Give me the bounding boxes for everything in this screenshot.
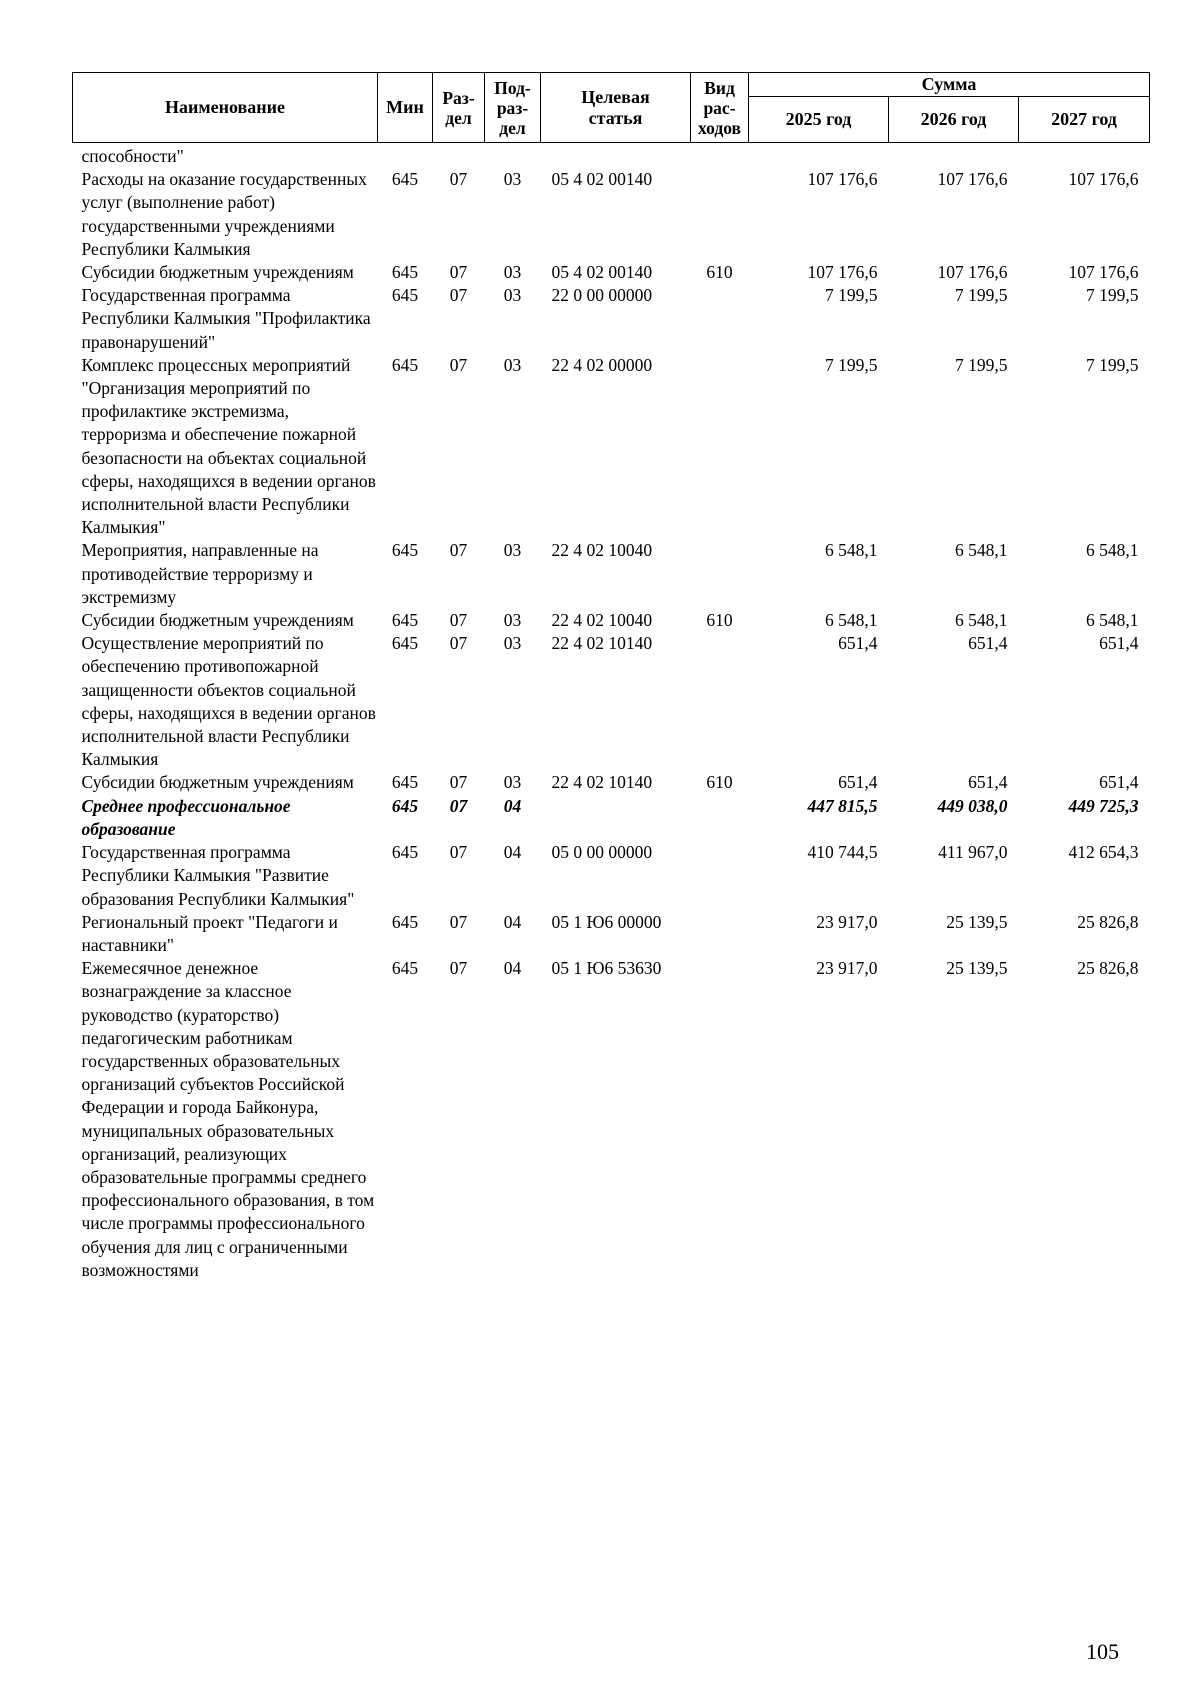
cell-target: 05 1 Ю6 53630 xyxy=(551,958,662,979)
table-row xyxy=(73,771,1150,794)
cell-razdel: 07 xyxy=(449,262,468,283)
cell-min: 645 xyxy=(391,842,419,863)
cell-sum-2026: 411 967,0 xyxy=(938,842,1008,863)
cell-min: 645 xyxy=(391,958,419,979)
header-year-2025: 2025 год xyxy=(749,97,889,143)
cell-vid xyxy=(691,911,749,957)
cell-razdel: 07 xyxy=(449,842,468,863)
cell-sum-2027: 25 826,8 xyxy=(1077,911,1139,932)
cell-name: Ежемесячное денежное вознаграждение за классное руководство (кураторство) педагогическим работникам государственных образовательных организаций субъектов Российской Федерации и города Байконура, муниципальных образовательных организаций, реализующих образовательные программы среднего профессионального образования, в том числе программы профессионального обучения для лиц с ограниченными возможностями xyxy=(81,958,375,1280)
cell-sum-2025: 23 917,0 xyxy=(816,958,878,979)
table-row xyxy=(73,284,1150,354)
cell-podrazdel: 04 xyxy=(503,795,522,816)
cell-min: 645 xyxy=(391,610,419,631)
table-row xyxy=(73,168,1150,261)
cell-razdel: 07 xyxy=(449,911,468,932)
cell-vid xyxy=(691,143,749,169)
cell-sum-2027: 107 176,6 xyxy=(1068,262,1139,283)
cell-razdel: 07 xyxy=(449,169,468,190)
cell-sum-2025: 651,4 xyxy=(838,633,878,654)
cell-sum-2026: 7 199,5 xyxy=(955,285,1008,306)
cell-sum-2027 xyxy=(1019,143,1150,169)
cell-razdel: 07 xyxy=(449,772,468,793)
cell-sum-2026: 651,4 xyxy=(968,772,1008,793)
cell-min: 645 xyxy=(391,633,419,654)
cell-sum-2025: 107 176,6 xyxy=(807,169,878,190)
cell-target: 05 4 02 00140 xyxy=(551,262,653,283)
cell-sum-2025: 7 199,5 xyxy=(825,285,878,306)
table-row xyxy=(73,957,1150,1282)
cell-podrazdel: 03 xyxy=(503,169,522,190)
header-razdel: Раз- дел xyxy=(433,73,485,143)
cell-podrazdel: 03 xyxy=(503,772,522,793)
cell-target: 22 4 02 10140 xyxy=(551,772,653,793)
cell-podrazdel: 03 xyxy=(503,540,522,561)
cell-sum-2026: 7 199,5 xyxy=(955,354,1008,375)
cell-min: 645 xyxy=(391,772,419,793)
table-body xyxy=(73,143,1150,1282)
header-summa: Сумма xyxy=(749,73,1150,97)
cell-target: 22 0 00 00000 xyxy=(551,285,653,306)
cell-sum-2026 xyxy=(889,143,1019,169)
cell-sum-2025: 107 176,6 xyxy=(807,262,878,283)
cell-sum-2026: 25 139,5 xyxy=(946,911,1008,932)
cell-razdel: 07 xyxy=(449,958,468,979)
cell-vid: 610 xyxy=(706,262,733,283)
cell-name: Региональный проект "Педагоги и наставники" xyxy=(81,911,338,955)
cell-sum-2027: 25 826,8 xyxy=(1077,958,1139,979)
table-row xyxy=(73,609,1150,632)
cell-sum-2025: 6 548,1 xyxy=(825,540,878,561)
cell-min: 645 xyxy=(391,911,419,932)
cell-sum-2026: 6 548,1 xyxy=(955,540,1008,561)
cell-name: Мероприятия, направленные на противодействие терроризму и экстремизму xyxy=(81,540,319,607)
cell-target: 22 4 02 00000 xyxy=(551,354,653,375)
cell-target: 22 4 02 10140 xyxy=(551,633,653,654)
cell-name: Субсидии бюджетным учреждениям xyxy=(81,262,354,283)
cell-sum-2026: 25 139,5 xyxy=(946,958,1008,979)
cell-min: 645 xyxy=(391,285,419,306)
cell-name: Среднее профессиональное образование xyxy=(81,795,291,839)
cell-vid xyxy=(691,957,749,1282)
cell-sum-2027: 651,4 xyxy=(1099,772,1139,793)
cell-target: 05 0 00 00000 xyxy=(551,842,653,863)
cell-min: 645 xyxy=(391,540,419,561)
cell-sum-2026: 107 176,6 xyxy=(937,169,1008,190)
cell-vid xyxy=(691,354,749,540)
table-row xyxy=(73,354,1150,540)
cell-podrazdel: 03 xyxy=(503,262,522,283)
cell-podrazdel: 04 xyxy=(503,911,522,932)
cell-sum-2026: 449 038,0 xyxy=(937,795,1008,816)
budget-table xyxy=(72,72,1150,1282)
cell-podrazdel: 04 xyxy=(503,842,522,863)
cell-min: 645 xyxy=(391,169,419,190)
cell-sum-2027: 7 199,5 xyxy=(1086,285,1139,306)
cell-podrazdel: 03 xyxy=(503,285,522,306)
header-vid: Вид рас- ходов xyxy=(691,73,749,143)
cell-sum-2027: 107 176,6 xyxy=(1068,169,1139,190)
cell-sum-2027: 7 199,5 xyxy=(1086,354,1139,375)
header-podrazdel: Под- раз- дел xyxy=(485,73,541,143)
cell-name: Субсидии бюджетным учреждениям xyxy=(81,772,354,793)
table-row xyxy=(73,841,1150,911)
cell-vid xyxy=(691,284,749,354)
cell-sum-2025 xyxy=(749,143,889,169)
cell-target xyxy=(541,143,691,169)
cell-sum-2025: 447 815,5 xyxy=(807,795,878,816)
cell-target: 22 4 02 10040 xyxy=(551,540,653,561)
cell-name: Комплекс процессных мероприятий "Организация мероприятий по профилактике экстремизма, терроризма и обеспечение пожарной безопасности на объектах социальной сферы, находящихся в ведении органов исполнительной власти Республики Калмыкия" xyxy=(81,354,376,538)
cell-vid: 610 xyxy=(706,772,733,793)
header-year-2027: 2027 год xyxy=(1019,97,1150,143)
table-row xyxy=(73,632,1150,771)
cell-sum-2027: 412 654,3 xyxy=(1068,842,1139,863)
cell-razdel xyxy=(433,143,485,169)
cell-vid xyxy=(691,795,749,841)
cell-min xyxy=(378,143,433,169)
table-row xyxy=(73,911,1150,957)
cell-target: 22 4 02 10040 xyxy=(551,610,653,631)
cell-name: способности" xyxy=(81,146,184,166)
cell-razdel: 07 xyxy=(449,610,468,631)
cell-name: Государственная программа Республики Калмыкия "Развитие образования Республики Калмыкия" xyxy=(81,842,355,909)
cell-sum-2027: 651,4 xyxy=(1099,633,1139,654)
cell-sum-2025: 651,4 xyxy=(838,772,878,793)
cell-podrazdel: 03 xyxy=(503,354,522,375)
cell-sum-2026: 107 176,6 xyxy=(937,262,1008,283)
cell-podrazdel: 04 xyxy=(503,958,522,979)
cell-razdel: 07 xyxy=(449,540,468,561)
cell-podrazdel xyxy=(485,143,541,169)
cell-razdel: 07 xyxy=(449,354,468,375)
cell-min: 645 xyxy=(391,795,419,816)
cell-vid xyxy=(691,168,749,261)
cell-sum-2027: 449 725,3 xyxy=(1068,795,1139,816)
cell-min: 645 xyxy=(391,262,419,283)
cell-name: Субсидии бюджетным учреждениям xyxy=(81,610,354,631)
table-row xyxy=(73,539,1150,609)
cell-sum-2025: 7 199,5 xyxy=(825,354,878,375)
cell-target: 05 4 02 00140 xyxy=(551,169,653,190)
cell-podrazdel: 03 xyxy=(503,610,522,631)
cell-sum-2026: 6 548,1 xyxy=(955,610,1008,631)
cell-sum-2025: 410 744,5 xyxy=(807,842,878,863)
cell-razdel: 07 xyxy=(449,795,468,816)
cell-sum-2025: 6 548,1 xyxy=(825,610,878,631)
cell-sum-2027: 6 548,1 xyxy=(1086,540,1139,561)
cell-vid xyxy=(691,632,749,771)
header-name: Наименование xyxy=(73,73,378,143)
cell-min: 645 xyxy=(391,354,419,375)
cell-sum-2026: 651,4 xyxy=(968,633,1008,654)
cell-sum-2027: 6 548,1 xyxy=(1086,610,1139,631)
cell-target: 05 1 Ю6 00000 xyxy=(551,911,662,932)
page-number: 105 xyxy=(1086,1639,1119,1664)
table-row xyxy=(73,795,1150,841)
cell-name: Расходы на оказание государственных услуг (выполнение работ) государственными учреждениями Республики Калмыкия xyxy=(81,169,367,259)
cell-vid: 610 xyxy=(706,610,733,631)
cell-razdel: 07 xyxy=(449,285,468,306)
cell-vid xyxy=(691,841,749,911)
cell-name: Осуществление мероприятий по обеспечению противопожарной защищенности объектов социальной сферы, находящихся в ведении органов исполнительной власти Республики Калмыкия xyxy=(81,633,376,770)
cell-name: Государственная программа Республики Калмыкия "Профилактика правонарушений" xyxy=(81,285,371,352)
table-header xyxy=(73,73,1150,143)
cell-podrazdel: 03 xyxy=(503,633,522,654)
cell-target xyxy=(541,795,691,841)
header-target: Целевая статья xyxy=(541,73,691,143)
cell-vid xyxy=(691,539,749,609)
table-row xyxy=(73,143,1150,169)
cell-razdel: 07 xyxy=(449,633,468,654)
header-year-2026: 2026 год xyxy=(889,97,1019,143)
table-row xyxy=(73,261,1150,284)
header-min: Мин xyxy=(378,73,433,143)
cell-sum-2025: 23 917,0 xyxy=(816,911,878,932)
